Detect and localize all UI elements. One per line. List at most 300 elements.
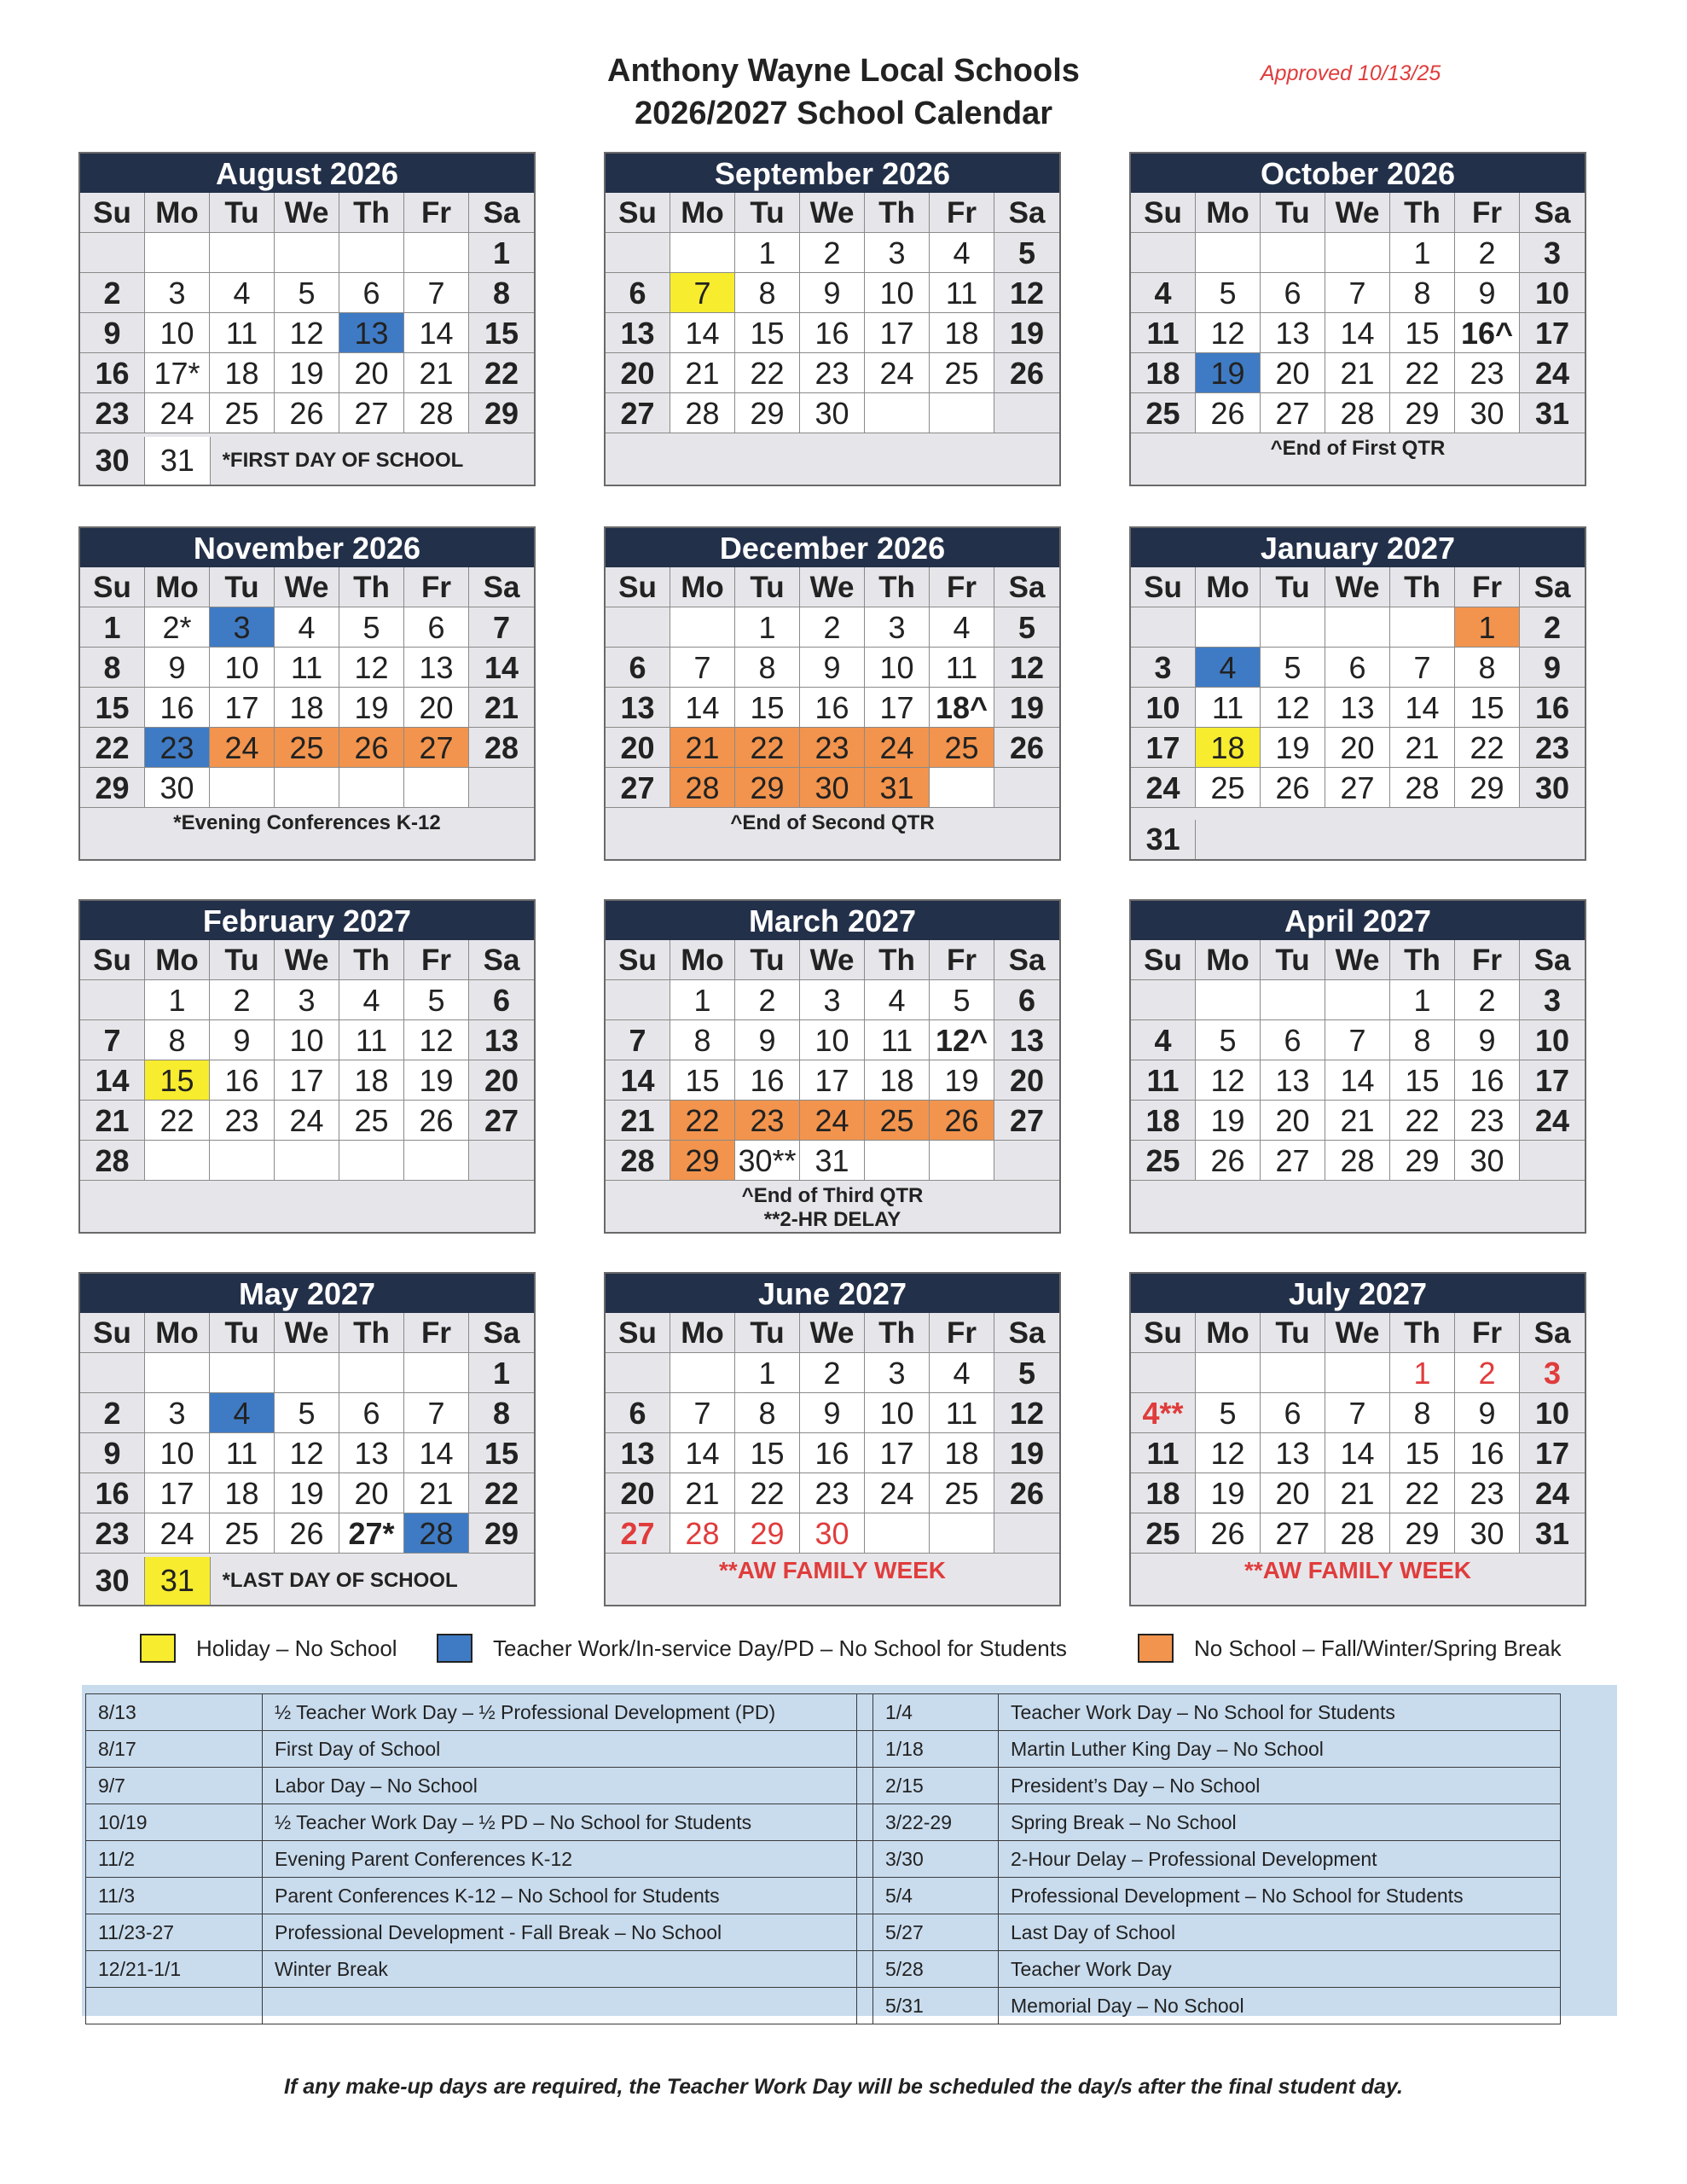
day-cell: 3	[865, 607, 930, 648]
day-cell: 4	[210, 1393, 275, 1433]
empty-day-cell	[994, 1513, 1059, 1554]
day-cell: 21	[404, 1473, 469, 1513]
weekday-header: Fr	[404, 1313, 469, 1353]
day-cell: 7	[404, 273, 469, 313]
day-cell: 25	[930, 353, 994, 393]
weekday-header: Fr	[404, 193, 469, 233]
weekday-header: Fr	[404, 567, 469, 607]
day-cell: 25	[930, 728, 994, 768]
day-grid	[1131, 567, 1585, 808]
day-cell: 18	[339, 1060, 404, 1101]
day-cell: 2	[1455, 233, 1520, 273]
day-cell: 9	[800, 648, 865, 688]
weekday-header: Fr	[930, 193, 994, 233]
empty-day-cell	[469, 768, 534, 808]
day-cell: 19	[994, 1433, 1059, 1473]
day-cell: 3	[275, 980, 339, 1020]
month-september-2026	[604, 152, 1061, 486]
weekday-header: Th	[865, 193, 930, 233]
month-footnote: ^End of First QTR	[1270, 437, 1446, 460]
empty-day-cell	[1261, 607, 1325, 648]
weekday-header: Fr	[930, 940, 994, 980]
month-title: January 2027	[1131, 528, 1585, 567]
day-cell: 22	[1390, 1473, 1455, 1513]
month-footnote: *FIRST DAY OF SCHOOL	[211, 437, 534, 485]
day-cell: 26	[930, 1101, 994, 1141]
day-cell: 3	[1520, 980, 1585, 1020]
day-cell: 19	[930, 1060, 994, 1101]
weekday-header: Th	[339, 193, 404, 233]
month-footnote: *LAST DAY OF SCHOOL	[211, 1557, 534, 1605]
event-date-cell: 10/19	[86, 1804, 263, 1841]
weekday-header: We	[275, 193, 339, 233]
day-cell: 15	[735, 313, 800, 353]
calendar-year-title: 2026/2027 School Calendar	[634, 96, 1053, 131]
day-cell: 4	[930, 1353, 994, 1393]
day-cell: 27	[1325, 768, 1390, 808]
day-cell: 10	[865, 273, 930, 313]
day-cell: 2	[1520, 607, 1585, 648]
day-cell: 10	[1520, 1393, 1585, 1433]
day-cell: 17	[800, 1060, 865, 1101]
day-cell: 31	[865, 768, 930, 808]
day-cell: 31	[1520, 393, 1585, 433]
day-cell: 22	[735, 728, 800, 768]
empty-day-cell	[994, 1141, 1059, 1181]
day-cell: 13	[606, 313, 670, 353]
spacer-cell	[857, 1988, 873, 2024]
day-cell: 20	[404, 688, 469, 728]
last-row	[80, 1557, 534, 1605]
empty-day-cell	[606, 980, 670, 1020]
month-april-2027	[1129, 899, 1586, 1234]
day-cell: 10	[210, 648, 275, 688]
day-cell: 21	[1325, 1473, 1390, 1513]
day-cell: 3	[800, 980, 865, 1020]
day-cell: 16	[80, 353, 145, 393]
weekday-header: Th	[1390, 193, 1455, 233]
empty-day-cell	[404, 233, 469, 273]
month-footnote: **AW FAMILY WEEK	[1244, 1557, 1472, 1583]
month-title: May 2027	[80, 1274, 534, 1313]
day-cell: 18	[1131, 1473, 1196, 1513]
day-cell: 22	[1390, 353, 1455, 393]
weekday-header: Mo	[1196, 1313, 1261, 1353]
day-cell: 25	[339, 1101, 404, 1141]
day-cell: 23	[80, 393, 145, 433]
day-cell: 26	[1196, 1513, 1261, 1554]
day-cell: 29	[469, 1513, 534, 1554]
day-cell: 28	[1325, 1513, 1390, 1554]
weekday-header: Tu	[1261, 940, 1325, 980]
day-cell: 2	[1455, 980, 1520, 1020]
day-cell: 31	[1131, 820, 1196, 859]
event-description-cell: ½ Teacher Work Day – ½ Professional Development (PD)	[263, 1694, 857, 1731]
weekday-header: Th	[865, 940, 930, 980]
day-cell: 20	[1261, 353, 1325, 393]
event-date-cell: 8/17	[86, 1731, 263, 1768]
day-grid	[80, 940, 534, 1181]
day-cell: 18	[210, 1473, 275, 1513]
day-cell: 20	[606, 728, 670, 768]
day-cell: 24	[800, 1101, 865, 1141]
day-cell: 11	[1131, 1433, 1196, 1473]
day-cell: 22	[670, 1101, 735, 1141]
day-cell: 11	[865, 1020, 930, 1060]
weekday-header: We	[800, 567, 865, 607]
day-cell: 1	[145, 980, 210, 1020]
legend-break-label: No School – Fall/Winter/Spring Break	[1194, 1635, 1562, 1661]
empty-day-cell	[1196, 1353, 1261, 1393]
empty-day-cell	[145, 1353, 210, 1393]
day-cell: 2*	[145, 607, 210, 648]
weekday-header: Su	[1131, 193, 1196, 233]
day-cell: 4	[930, 607, 994, 648]
spacer-cell	[857, 1841, 873, 1878]
day-cell: 21	[1325, 353, 1390, 393]
empty-day-cell	[404, 768, 469, 808]
day-cell: 24	[145, 393, 210, 433]
day-cell: 4	[210, 273, 275, 313]
day-cell: 12	[275, 1433, 339, 1473]
weekday-header: Tu	[735, 567, 800, 607]
day-cell: 13	[1325, 688, 1390, 728]
day-cell: 26	[1261, 768, 1325, 808]
day-cell: 4	[1196, 648, 1261, 688]
day-cell: 12	[994, 273, 1059, 313]
weekday-header: Su	[80, 1313, 145, 1353]
day-cell: 23	[800, 728, 865, 768]
day-cell: 18	[930, 1433, 994, 1473]
day-cell: 6	[606, 273, 670, 313]
day-cell: 9	[80, 313, 145, 353]
day-cell: 15	[1455, 688, 1520, 728]
day-cell: 20	[469, 1060, 534, 1101]
day-cell: 14	[670, 313, 735, 353]
day-cell: 6	[994, 980, 1059, 1020]
event-date-cell: 12/21-1/1	[86, 1951, 263, 1988]
day-cell: 21	[670, 1473, 735, 1513]
weekday-header: We	[1325, 193, 1390, 233]
legend-holiday	[140, 1634, 397, 1663]
weekday-header: Tu	[735, 940, 800, 980]
day-cell: 13	[339, 313, 404, 353]
day-cell: 10	[1520, 1020, 1585, 1060]
day-cell: 4**	[1131, 1393, 1196, 1433]
empty-day-cell	[670, 1353, 735, 1393]
empty-day-cell	[80, 980, 145, 1020]
day-cell: 10	[1520, 273, 1585, 313]
day-cell: 14	[670, 688, 735, 728]
day-cell: 31	[1520, 1513, 1585, 1554]
makeup-days-note: If any make-up days are required, the Teacher Work Day will be scheduled the day/s after the final student day.	[284, 2075, 1403, 2099]
legend	[0, 1634, 1687, 1668]
day-cell: 27	[606, 768, 670, 808]
day-cell: 10	[865, 1393, 930, 1433]
approved-note: Approved 10/13/25	[1261, 61, 1441, 85]
empty-day-cell	[1131, 980, 1196, 1020]
day-cell: 10	[145, 313, 210, 353]
weekday-header: Sa	[994, 940, 1059, 980]
weekday-header: Sa	[469, 193, 534, 233]
empty-day-cell	[1325, 1353, 1390, 1393]
weekday-header: Tu	[1261, 1313, 1325, 1353]
empty-day-cell	[145, 233, 210, 273]
weekday-header: Th	[1390, 940, 1455, 980]
day-cell: 13	[1261, 1060, 1325, 1101]
day-cell: 16	[800, 1433, 865, 1473]
empty-day-cell	[1196, 233, 1261, 273]
weekday-header: Fr	[930, 1313, 994, 1353]
day-cell: 29	[1390, 1513, 1455, 1554]
empty-day-cell	[1196, 607, 1261, 648]
day-cell: 25	[1131, 1141, 1196, 1181]
day-grid	[1131, 940, 1585, 1181]
day-cell: 24	[1520, 1101, 1585, 1141]
weekday-header: Tu	[735, 1313, 800, 1353]
day-cell: 12	[1196, 1433, 1261, 1473]
day-cell: 24	[145, 1513, 210, 1554]
day-grid	[606, 940, 1059, 1181]
empty-day-cell	[275, 768, 339, 808]
spacer-cell	[857, 1878, 873, 1914]
event-date-cell: 5/28	[873, 1951, 999, 1988]
day-cell: 30	[1455, 393, 1520, 433]
spacer-cell	[857, 1951, 873, 1988]
day-cell: 22	[145, 1101, 210, 1141]
month-june-2027	[604, 1272, 1061, 1606]
event-row	[86, 1988, 1561, 2024]
day-cell: 7	[1325, 1393, 1390, 1433]
empty-day-cell	[1520, 1141, 1585, 1181]
day-cell: 16	[800, 313, 865, 353]
day-cell: 5	[1196, 1020, 1261, 1060]
day-cell: 6	[606, 1393, 670, 1433]
weekday-header: Mo	[145, 567, 210, 607]
day-cell: 10	[865, 648, 930, 688]
day-cell: 7	[1325, 273, 1390, 313]
day-cell: 19	[404, 1060, 469, 1101]
day-cell: 17	[865, 1433, 930, 1473]
day-cell: 25	[275, 728, 339, 768]
day-cell: 27*	[339, 1513, 404, 1554]
month-february-2027	[78, 899, 536, 1234]
day-cell: 11	[1131, 1060, 1196, 1101]
day-grid	[606, 1313, 1059, 1554]
day-cell: 11	[210, 313, 275, 353]
day-cell: 10	[275, 1020, 339, 1060]
event-date-cell: 5/27	[873, 1914, 999, 1951]
empty-day-cell	[80, 233, 145, 273]
day-cell: 28	[670, 1513, 735, 1554]
weekday-header: Sa	[994, 193, 1059, 233]
weekday-header: Mo	[145, 1313, 210, 1353]
day-cell: 27	[1261, 1513, 1325, 1554]
weekday-header: Fr	[404, 940, 469, 980]
event-date-cell: 1/18	[873, 1731, 999, 1768]
day-cell: 13	[1261, 313, 1325, 353]
empty-day-cell	[1196, 980, 1261, 1020]
day-cell: 26	[404, 1101, 469, 1141]
event-description-cell: Professional Development - Fall Break – No School	[263, 1914, 857, 1951]
day-cell: 19	[1196, 353, 1261, 393]
day-cell: 1	[1455, 607, 1520, 648]
spacer-cell	[857, 1804, 873, 1841]
day-cell: 16	[1520, 688, 1585, 728]
day-cell: 7	[670, 273, 735, 313]
weekday-header: We	[800, 940, 865, 980]
day-cell: 12	[404, 1020, 469, 1060]
empty-day-cell	[1325, 980, 1390, 1020]
day-cell: 17	[865, 688, 930, 728]
empty-day-cell	[469, 1141, 534, 1181]
empty-day-cell	[1390, 607, 1455, 648]
day-cell: 8	[670, 1020, 735, 1060]
day-cell: 18	[865, 1060, 930, 1101]
day-cell: 8	[735, 273, 800, 313]
day-cell: 29	[670, 1141, 735, 1181]
day-cell: 25	[1196, 768, 1261, 808]
day-cell: 15	[145, 1060, 210, 1101]
day-cell: 26	[275, 1513, 339, 1554]
day-cell: 6	[1261, 1393, 1325, 1433]
holiday-swatch	[140, 1634, 176, 1663]
day-grid	[80, 1313, 534, 1554]
day-cell: 29	[735, 393, 800, 433]
day-cell: 19	[1196, 1473, 1261, 1513]
event-row	[86, 1914, 1561, 1951]
weekday-header: Tu	[210, 193, 275, 233]
day-cell: 21	[670, 728, 735, 768]
day-cell: 19	[339, 688, 404, 728]
empty-day-cell	[606, 233, 670, 273]
event-description-cell: Martin Luther King Day – No School	[999, 1731, 1561, 1768]
day-cell: 29	[1390, 393, 1455, 433]
weekday-header: Sa	[1520, 940, 1585, 980]
day-cell: 28	[606, 1141, 670, 1181]
day-cell: 25	[1131, 1513, 1196, 1554]
day-cell: 23	[210, 1101, 275, 1141]
weekday-header: We	[1325, 1313, 1390, 1353]
event-description-cell	[263, 1988, 857, 2024]
weekday-header: Th	[1390, 1313, 1455, 1353]
legend-teacher-work	[437, 1634, 1067, 1663]
weekday-header: Tu	[1261, 193, 1325, 233]
weekday-header: Mo	[670, 1313, 735, 1353]
day-cell: 9	[800, 273, 865, 313]
month-title: October 2026	[1131, 154, 1585, 193]
empty-day-cell	[210, 1141, 275, 1181]
empty-day-cell	[275, 1141, 339, 1181]
weekday-header: We	[800, 193, 865, 233]
day-cell: 21	[1325, 1101, 1390, 1141]
day-cell: 5	[994, 1353, 1059, 1393]
day-cell: 7	[1325, 1020, 1390, 1060]
day-cell: 26	[994, 1473, 1059, 1513]
day-cell: 22	[469, 1473, 534, 1513]
spacer-cell	[857, 1768, 873, 1804]
day-cell: 24	[210, 728, 275, 768]
day-cell: 12	[994, 648, 1059, 688]
day-cell: 3	[145, 273, 210, 313]
day-cell: 7	[670, 648, 735, 688]
day-cell: 1	[1390, 1353, 1455, 1393]
event-description-cell: Parent Conferences K-12 – No School for Students	[263, 1878, 857, 1914]
month-title: June 2027	[606, 1274, 1059, 1313]
event-description-cell: Memorial Day – No School	[999, 1988, 1561, 2024]
day-cell: 3	[865, 233, 930, 273]
day-cell: 2	[210, 980, 275, 1020]
weekday-header: Sa	[994, 567, 1059, 607]
weekday-header: Sa	[994, 1313, 1059, 1353]
day-cell: 6	[606, 648, 670, 688]
day-cell: 5	[1261, 648, 1325, 688]
empty-day-cell	[1131, 233, 1196, 273]
day-cell: 15	[670, 1060, 735, 1101]
day-cell: 6	[339, 273, 404, 313]
day-cell: 10	[1131, 688, 1196, 728]
event-row	[86, 1878, 1561, 1914]
event-date-cell	[86, 1988, 263, 2024]
day-cell: 5	[994, 233, 1059, 273]
day-cell: 23	[800, 1473, 865, 1513]
day-cell: 8	[735, 1393, 800, 1433]
empty-day-cell	[1325, 607, 1390, 648]
day-cell: 30**	[735, 1141, 800, 1181]
day-cell: 28	[670, 393, 735, 433]
day-cell: 26	[994, 728, 1059, 768]
day-cell: 9	[1455, 273, 1520, 313]
day-cell: 11	[275, 648, 339, 688]
day-cell: 18	[275, 688, 339, 728]
day-cell: 25	[210, 1513, 275, 1554]
day-cell: 18	[1131, 1101, 1196, 1141]
day-cell: 29	[80, 768, 145, 808]
day-cell: 16^	[1455, 313, 1520, 353]
day-cell: 27	[404, 728, 469, 768]
day-cell: 21	[404, 353, 469, 393]
day-cell: 24	[275, 1101, 339, 1141]
day-cell: 27	[994, 1101, 1059, 1141]
day-cell: 3	[145, 1393, 210, 1433]
day-cell: 26	[275, 393, 339, 433]
day-cell: 28	[1390, 768, 1455, 808]
day-grid	[1131, 193, 1585, 433]
event-description-cell: President’s Day – No School	[999, 1768, 1561, 1804]
day-cell: 12^	[930, 1020, 994, 1060]
weekday-header: Mo	[1196, 567, 1261, 607]
month-october-2026	[1129, 152, 1586, 486]
day-cell: 20	[994, 1060, 1059, 1101]
day-cell: 31	[145, 1557, 210, 1605]
weekday-header: Th	[1390, 567, 1455, 607]
weekday-header: Su	[1131, 1313, 1196, 1353]
month-title: April 2027	[1131, 901, 1585, 940]
weekday-header: Su	[606, 1313, 670, 1353]
month-title: September 2026	[606, 154, 1059, 193]
empty-day-cell	[1131, 607, 1196, 648]
day-cell: 5	[1196, 1393, 1261, 1433]
event-description-cell: 2-Hour Delay – Professional Development	[999, 1841, 1561, 1878]
day-cell: 13	[1261, 1433, 1325, 1473]
day-cell: 20	[1261, 1473, 1325, 1513]
empty-day-cell	[275, 233, 339, 273]
event-date-cell: 1/4	[873, 1694, 999, 1731]
weekday-header: We	[800, 1313, 865, 1353]
day-cell: 18^	[930, 688, 994, 728]
weekday-header: We	[1325, 940, 1390, 980]
day-grid	[80, 193, 534, 433]
